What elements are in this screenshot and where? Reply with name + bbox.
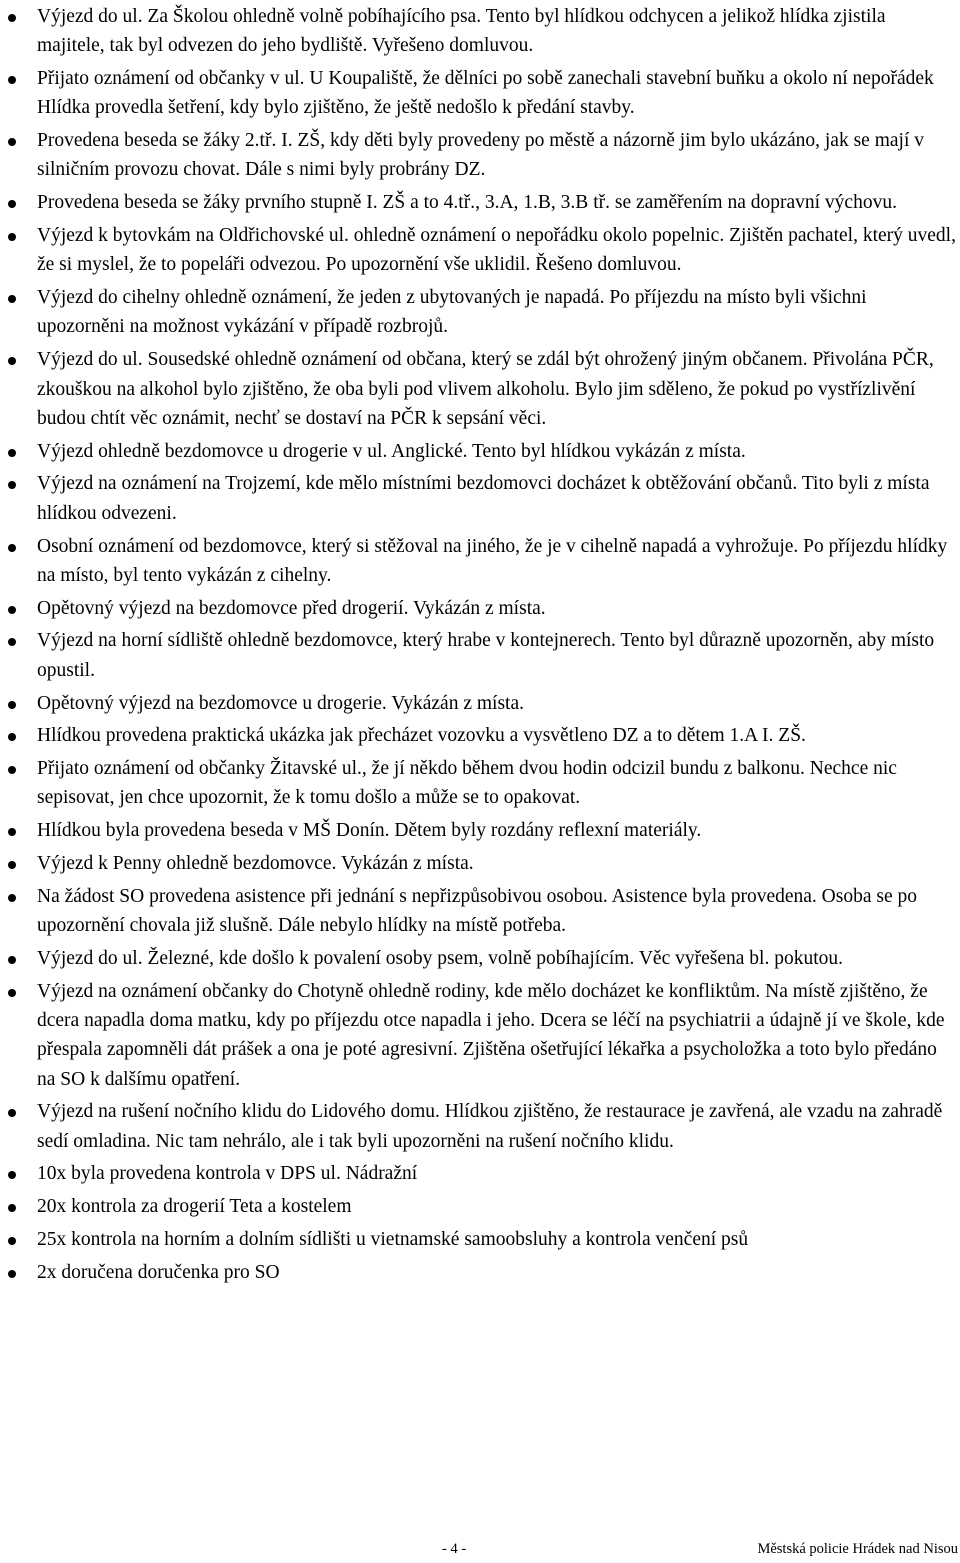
list-item: Výjezd na oznámení občanky do Chotyně ohledně rodiny, kde mělo docházet ke konfliktům. Na místě zjištěno, že dcera napadla doma matku, kdy po příjezdu otce napadla i jeho. Dcera se léčí na psychiatrii a údajně jí ve škole, kde přespala zapomněli dát prášek a ona je poté agresivní. Zjištěna ošetřující lékařka a psycholožka a toto bylo předáno na SO k dalšímu opatření. (0, 977, 960, 1094)
report-list (0, 2, 960, 1291)
list-item: 25x kontrola na horním a dolním sídlišti u vietnamské samoobsluhy a kontrola venčení psů (0, 1225, 960, 1254)
list-item: Výjezd na rušení nočního klidu do Lidového domu. Hlídkou zjištěno, že restaurace je zavřená, ale vzadu na zahradě sedí omladina. Nic tam nehrálo, ale i tak byli upozorněni na rušení nočního klidu. (0, 1097, 960, 1156)
list-item: Opětovný výjezd na bezdomovce u drogerie. Vykázán z místa. (0, 689, 960, 718)
list-item: Na žádost SO provedena asistence při jednání s nepřizpůsobivou osobou. Asistence byla provedena. Osoba se po upozornění chovala již slušně. Dále nebylo hlídky na místě potřeba. (0, 882, 960, 941)
list-item: Provedena beseda se žáky prvního stupně I. ZŠ a to 4.tř., 3.A, 1.B, 3.B tř. se zaměřením na dopravní výchovu. (0, 188, 960, 217)
list-item: 2x doručena doručenka pro SO (0, 1258, 960, 1287)
list-item: Přijato oznámení od občanky Žitavské ul., že jí někdo během dvou hodin odcizil bundu z balkonu. Nechce nic sepisovat, jen chce upozornit, že k tomu došlo a může se to opakovat. (0, 754, 960, 813)
footer-organization: Městská policie Hrádek nad Nisou (757, 1541, 958, 1557)
list-item: Hlídkou byla provedena beseda v MŠ Donín. Dětem byly rozdány reflexní materiály. (0, 816, 960, 845)
list-item: 20x kontrola za drogerií Teta a kostelem (0, 1192, 960, 1221)
list-item: 10x byla provedena kontrola v DPS ul. Nádražní (0, 1159, 960, 1188)
list-item: Výjezd do ul. Sousedské ohledně oznámení od občana, který se zdál být ohrožený jiným občanem. Přivolána PČR, zkouškou na alkohol bylo zjištěno, že oba byli pod vlivem alkoholu. Bylo jim sděleno, že pokud po vystřízlivění budou chtít věc oznámit, nechť se dostaví na PČR k sepsání věci. (0, 345, 960, 433)
list-item: Opětovný výjezd na bezdomovce před drogerií. Vykázán z místa. (0, 594, 960, 623)
list-item: Výjezd do cihelny ohledně oznámení, že jeden z ubytovaných je napadá. Po příjezdu na místo byli všichni upozorněni na možnost vykázání v případě rozbrojů. (0, 283, 960, 342)
list-item: Výjezd ohledně bezdomovce u drogerie v ul. Anglické. Tento byl hlídkou vykázán z místa. (0, 437, 960, 466)
list-item: Výjezd do ul. Za Školou ohledně volně pobíhajícího psa. Tento byl hlídkou odchycen a jelikož hlídka zjistila majitele, tak byl odvezen do jeho bydliště. Vyřešeno domluvou. (0, 2, 960, 61)
list-item: Osobní oznámení od bezdomovce, který si stěžoval na jiného, že je v cihelně napadá a vyhrožuje. Po příjezdu hlídky na místo, byl tento vykázán z cihelny. (0, 532, 960, 591)
list-item: Výjezd k bytovkám na Oldřichovské ul. ohledně oznámení o nepořádku okolo popelnic. Zjištěn pachatel, který uvedl, že si myslel, že to popeláři odvezou. Po upozornění vše uklidil. Řešeno domluvou. (0, 221, 960, 280)
list-item: Výjezd na oznámení na Trojzemí, kde mělo místními bezdomovci docházet k obtěžování občanů. Tito byli z místa hlídkou odvezeni. (0, 469, 960, 528)
list-item: Provedena beseda se žáky 2.tř. I. ZŠ, kdy děti byly provedeny po městě a názorně jim bylo ukázáno, jak se mají v silničním provozu chovat. Dále s nimi byly probrány DZ. (0, 126, 960, 185)
page-number: - 4 - (442, 1541, 467, 1557)
list-item: Hlídkou provedena praktická ukázka jak přecházet vozovku a vysvětleno DZ a to dětem 1.A I. ZŠ. (0, 721, 960, 750)
list-item: Výjezd do ul. Železné, kde došlo k povalení osoby psem, volně pobíhajícím. Věc vyřešena bl. pokutou. (0, 944, 960, 973)
list-item: Přijato oznámení od občanky v ul. U Koupaliště, že dělníci po sobě zanechali stavební buňku a okolo ní nepořádek Hlídka provedla šetření, kdy bylo zjištěno, že ještě nedošlo k předání stavby. (0, 64, 960, 123)
list-item: Výjezd na horní sídliště ohledně bezdomovce, který hrabe v kontejnerech. Tento byl důrazně upozorněn, aby místo opustil. (0, 626, 960, 685)
list-item: Výjezd k Penny ohledně bezdomovce. Vykázán z místa. (0, 849, 960, 878)
